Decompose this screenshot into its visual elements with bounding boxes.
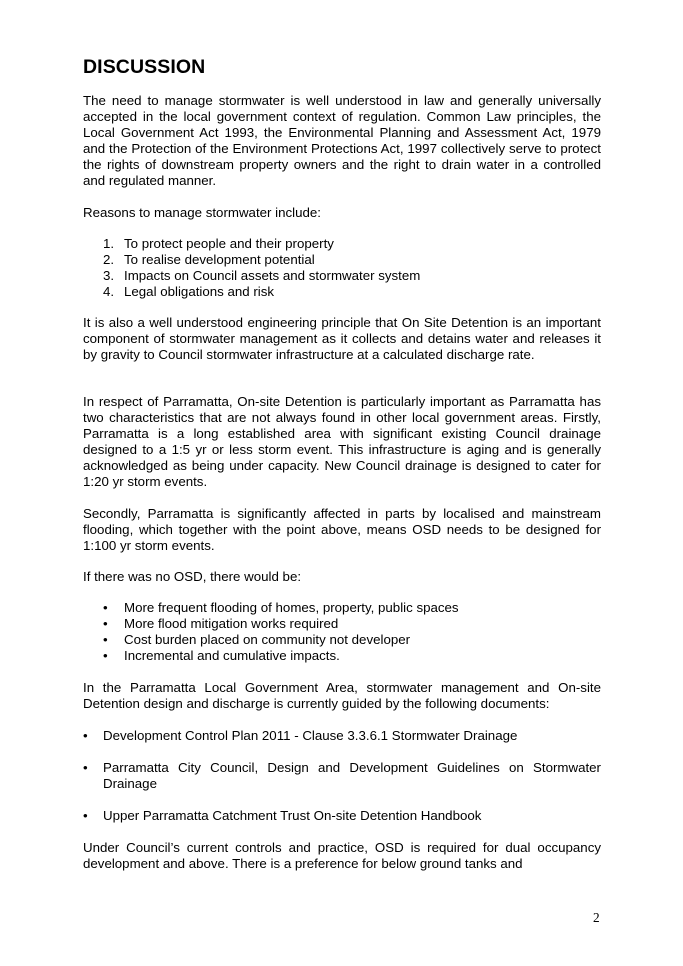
no-osd-intro-text: If there was no OSD, there would be: [83, 569, 302, 584]
documents-list [83, 728, 601, 840]
list-item [83, 728, 601, 744]
list-item-text: More frequent flooding of homes, property, public spaces [124, 600, 459, 615]
list-item [83, 648, 601, 664]
section-heading: DISCUSSION [83, 56, 206, 78]
osd-principle-paragraph: It is also a well understood engineering principle that On Site Detention is an important component of stormwater management as it collects and detains water and releases it by gravity to Council stormwater infrastructure at a calculated discharge rate. [83, 315, 601, 362]
bullet-icon: • [103, 615, 108, 631]
list-item [83, 268, 601, 284]
reasons-list [83, 236, 601, 300]
intro-paragraph: The need to manage stormwater is well understood in law and generally universally accepted in the local government context of regulation. Common Law principles, the Local Government Act 1993, the Environmental Planning and Assessment Act, 1979 and the Protection of the Environment Protections Act, 1997 collectively serve to protect the rights of downstream property owners and the right to drain water in a controlled and regulated manner. [83, 93, 601, 188]
list-item [83, 600, 601, 616]
lga-paragraph: In the Parramatta Local Government Area, stormwater management and On-site Detention design and discharge is currently guided by the following documents: [83, 680, 601, 711]
list-item-text: Incremental and cumulative impacts. [124, 647, 340, 663]
list-item-text: Legal obligations and risk [124, 283, 275, 299]
list-number: 4. [103, 283, 115, 299]
reasons-intro-text: Reasons to manage stormwater include: [83, 205, 321, 220]
list-item [83, 632, 601, 648]
parramatta-paragraph: In respect of Parramatta, On-site Detention is particularly important as Parramatta has two characteristics that are not always found in other local government areas. Firstly, Parramatta is a long established area with significant existing Council drainage designed to a 1:5 yr or less storm event. This infrastructure is aging and is generally acknowledged as being under capacity. New Council drainage is designed to cater for 1:20 yr storm events. [83, 394, 601, 489]
list-item-text: Parramatta City Council, Design and Development Guidelines on Stormwater Drainage [103, 759, 601, 791]
list-item-text: Upper Parramatta Catchment Trust On-site Detention Handbook [103, 807, 482, 823]
no-osd-list [83, 600, 601, 664]
list-number: 1. [103, 236, 115, 251]
bullet-icon: • [103, 647, 108, 663]
list-item [83, 808, 601, 824]
list-item [83, 284, 601, 300]
controls-paragraph: Under Council’s current controls and practice, OSD is required for dual occupancy development and above. There is a preference for below ground tanks and [83, 840, 601, 871]
bullet-icon: • [83, 728, 88, 743]
list-item [83, 252, 601, 268]
list-number: 2. [103, 251, 115, 267]
list-item-text: Development Control Plan 2011 - Clause 3.3.6.1 Stormwater Drainage [103, 728, 518, 743]
list-item-text: To realise development potential [124, 251, 315, 267]
list-item [83, 760, 601, 792]
list-number: 3. [103, 267, 115, 283]
bullet-icon: • [103, 631, 108, 647]
bullet-icon: • [103, 600, 108, 615]
list-item-text: More flood mitigation works required [124, 615, 339, 631]
list-item-text: Impacts on Council assets and stormwater system [124, 267, 421, 283]
bullet-icon: • [83, 759, 88, 775]
list-item [83, 616, 601, 632]
list-item-text: Cost burden placed on community not developer [124, 631, 411, 647]
page-number: 2 [593, 910, 600, 925]
secondly-paragraph: Secondly, Parramatta is significantly affected in parts by localised and mainstream flooding, which together with the point above, means OSD needs to be designed for 1:100 yr storm events. [83, 506, 601, 553]
bullet-icon: • [83, 807, 88, 823]
list-item [83, 236, 601, 252]
list-item-text: To protect people and their property [124, 236, 334, 251]
